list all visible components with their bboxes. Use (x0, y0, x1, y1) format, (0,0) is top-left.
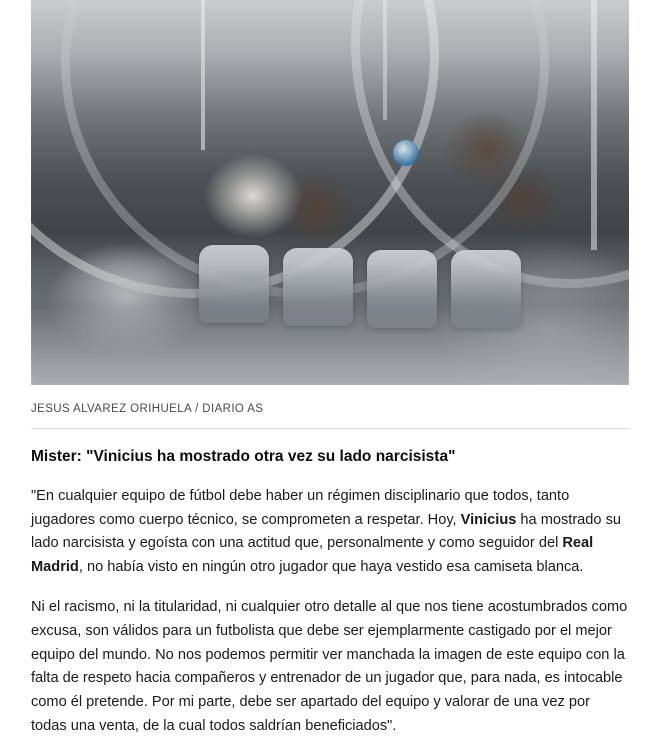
dugout-panel-divider (201, 0, 205, 150)
foreground-crowd (31, 265, 629, 385)
article-container (31, 0, 629, 738)
dugout-panel-divider (591, 0, 597, 250)
article-photo (31, 0, 629, 385)
divider (31, 428, 629, 429)
dugout-panel-divider (383, 0, 387, 120)
team-badge-icon (393, 140, 419, 166)
photo-credit: JESUS ALVAREZ ORIHUELA / DIARIO AS (31, 403, 264, 415)
article-paragraph: "En cualquier equipo de fútbol debe haber un régimen disciplinario que todos, tanto jugadores como cuerpo técnico, se comprometen a respetar. Hoy, Vinicius ha mostrado su lado narcisista y egoísta con una actitud que, personalmente y como seguidor del Real Madrid, no había visto en ningún otro jugador que haya vestido esa camiseta blanca. (31, 487, 622, 575)
article-paragraph: Ni el racismo, ni la titularidad, ni cualquier otro detalle al que nos tiene acostumbrados como excusa, son válidos para un futbolista que debe ser ejemplarmente castigado por el mejor equipo del mundo. No nos podemos permitir ver manchada la imagen de este equipo con la falta de respeto hacia compañeros y entrenador de un jugador que, para nada, es intocable como él pretende. Por mi parte, debe ser apartado del equipo y valorar de una vez por todas una venta, de la cual todos saldrían beneficiados". (31, 599, 628, 734)
article-headline: Mister: "Vinicius ha mostrado otra vez su lado narcisista" (31, 448, 456, 465)
article-body (31, 485, 629, 738)
